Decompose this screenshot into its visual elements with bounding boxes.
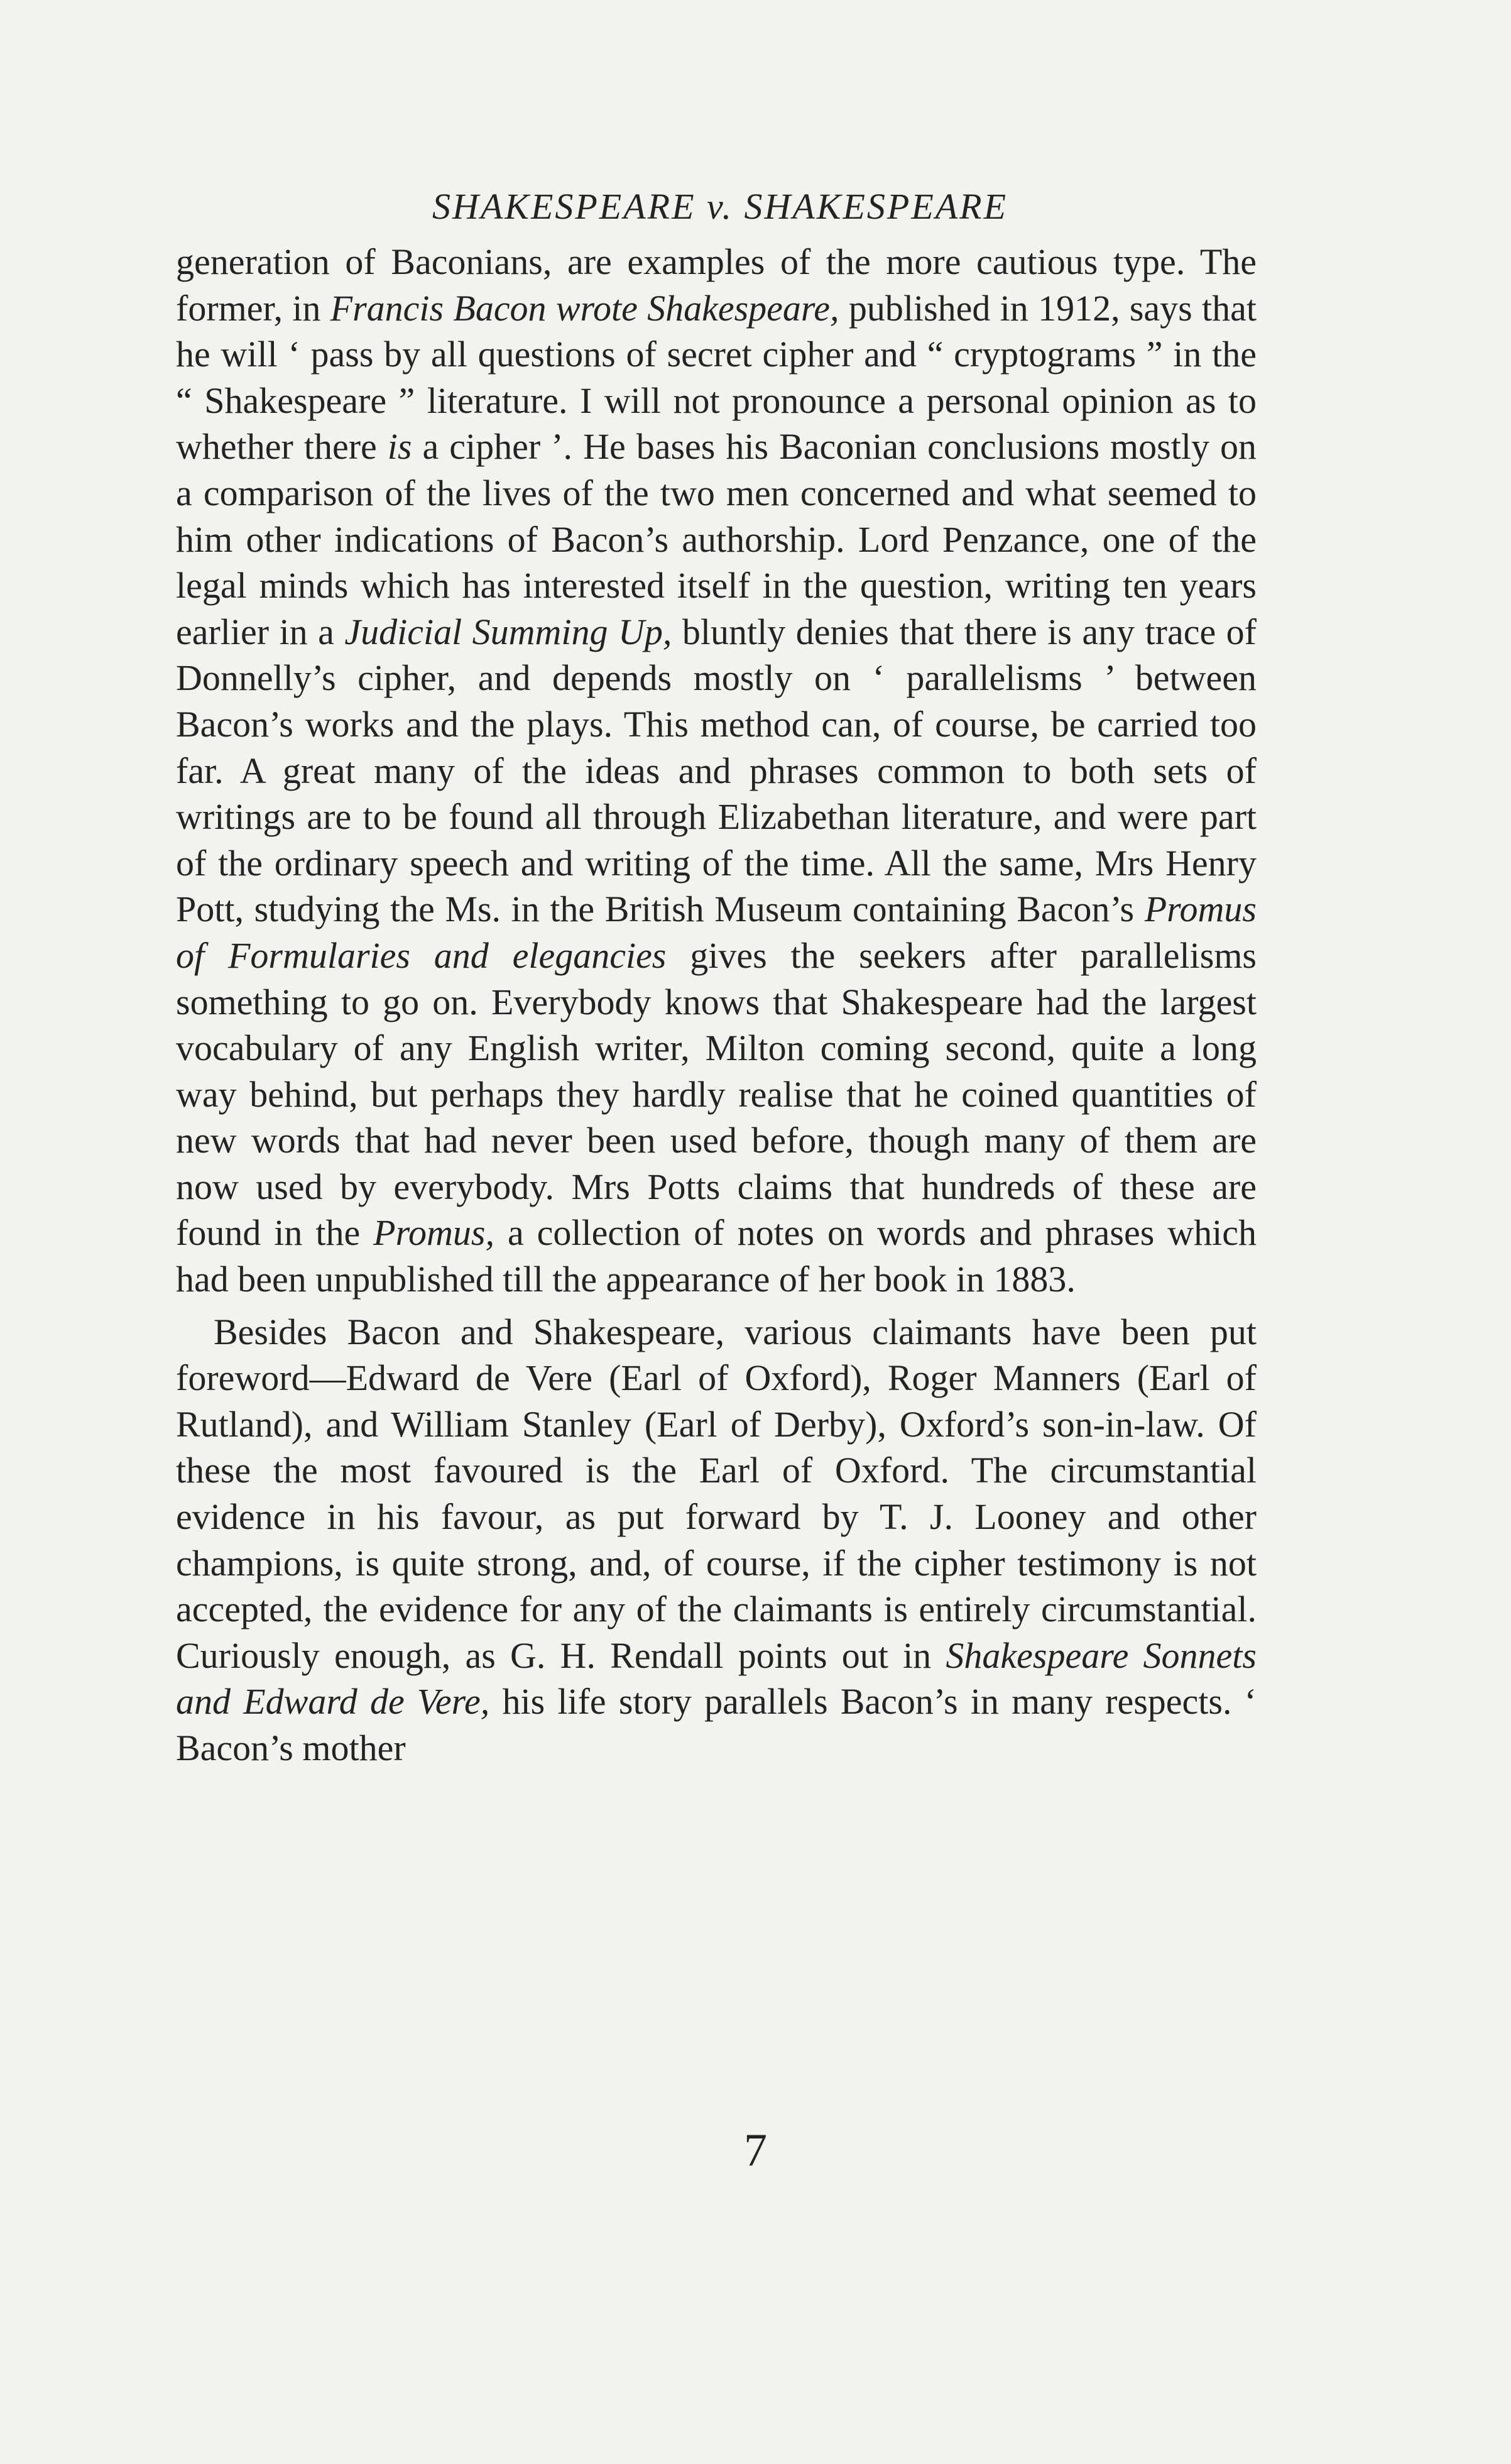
text-run: his life story parallels Bacon’s in many respects. ‘ Bacon’s mother [176,1681,1257,1768]
text-run: a cipher ’. He bases his Baconian conclusions mostly on a comparison of the lives of the two men concerned and what seemed to him other indications of Bacon’s authorship. Lord Penzance, one of the legal minds which has interested itself in the question, writing ten years earlier in a [176,426,1257,652]
page-text-block [176,186,1257,1771]
text-run: published in 1912, says that he will ‘ pass by all questions of secret cipher and “ cryptograms ” in the “ Shakespeare ” literature. I will not pronounce a personal opinion as to whether there [176,287,1257,468]
page-number: 7 [744,2125,767,2176]
paragraph-2 [176,1309,1257,1771]
book-title-francis-bacon-wrote-shakespeare: Francis Bacon wrote Shakespeare, [330,287,839,329]
text-run: Besides Bacon and Shakespeare, various claimants have been put foreword—Edward de Vere (Earl of Oxford), Roger Manners (Earl of Rutland), and William Stanley (Earl of Derby), Oxford’s son-in-law. Of these the most favoured is the Earl of Oxford. The circumstantial evidence in his favour, as put forward by T. J. Looney and other champions, is quite strong, and, of course, if the cipher testimony is not accepted, the evidence for any of the claimants is entirely circumstantial. Curiously enough, as G. H. Rendall points out in [176,1311,1257,1676]
text-run: a collection of notes on words and phrases which had been unpublished till the appearance of her book in 1883. [176,1212,1257,1300]
book-title-judicial-summing-up: Judicial Summing Up, [344,611,672,652]
text-run: gives the seekers after parallelisms something to go on. Everybody knows that Shakespeare had the largest vocabulary of any English writer, Milton coming second, quite a long way behind, but perhaps they hardly realise that he coined quantities of new words that had never been used before, though many of them are now used by everybody. Mrs Potts claims that hundreds of these are found in the [176,934,1257,1254]
book-title-shakespeare-sonnets: Shakespeare Sonnets and Edward de Vere, [176,1634,1257,1722]
text-run: bluntly denies that there is any trace of Donnelly’s cipher, and depends mostly on ‘ parallelisms ’ between Bacon’s works and the plays. This method can, of course, be carried too far. A great many of the ideas and phrases common to both sets of writings are to be found all through Elizabethan literature, and were part of the ordinary speech and writing of the time. All the same, Mrs Henry Pott, studying the Ms. in the British Museum containing Bacon’s [176,611,1257,930]
paragraph-1 [176,239,1257,1303]
text-run: generation of Baconians, are examples of the more cautious type. The former, in [176,241,1257,329]
emphasis-is: is [387,426,412,468]
book-title-promus: Promus, [373,1212,494,1254]
book-title-promus-of-formularies: Promus of Formularies and elegancies [176,889,1257,976]
running-head: SHAKESPEARE v. SHAKESPEARE [432,186,1008,227]
